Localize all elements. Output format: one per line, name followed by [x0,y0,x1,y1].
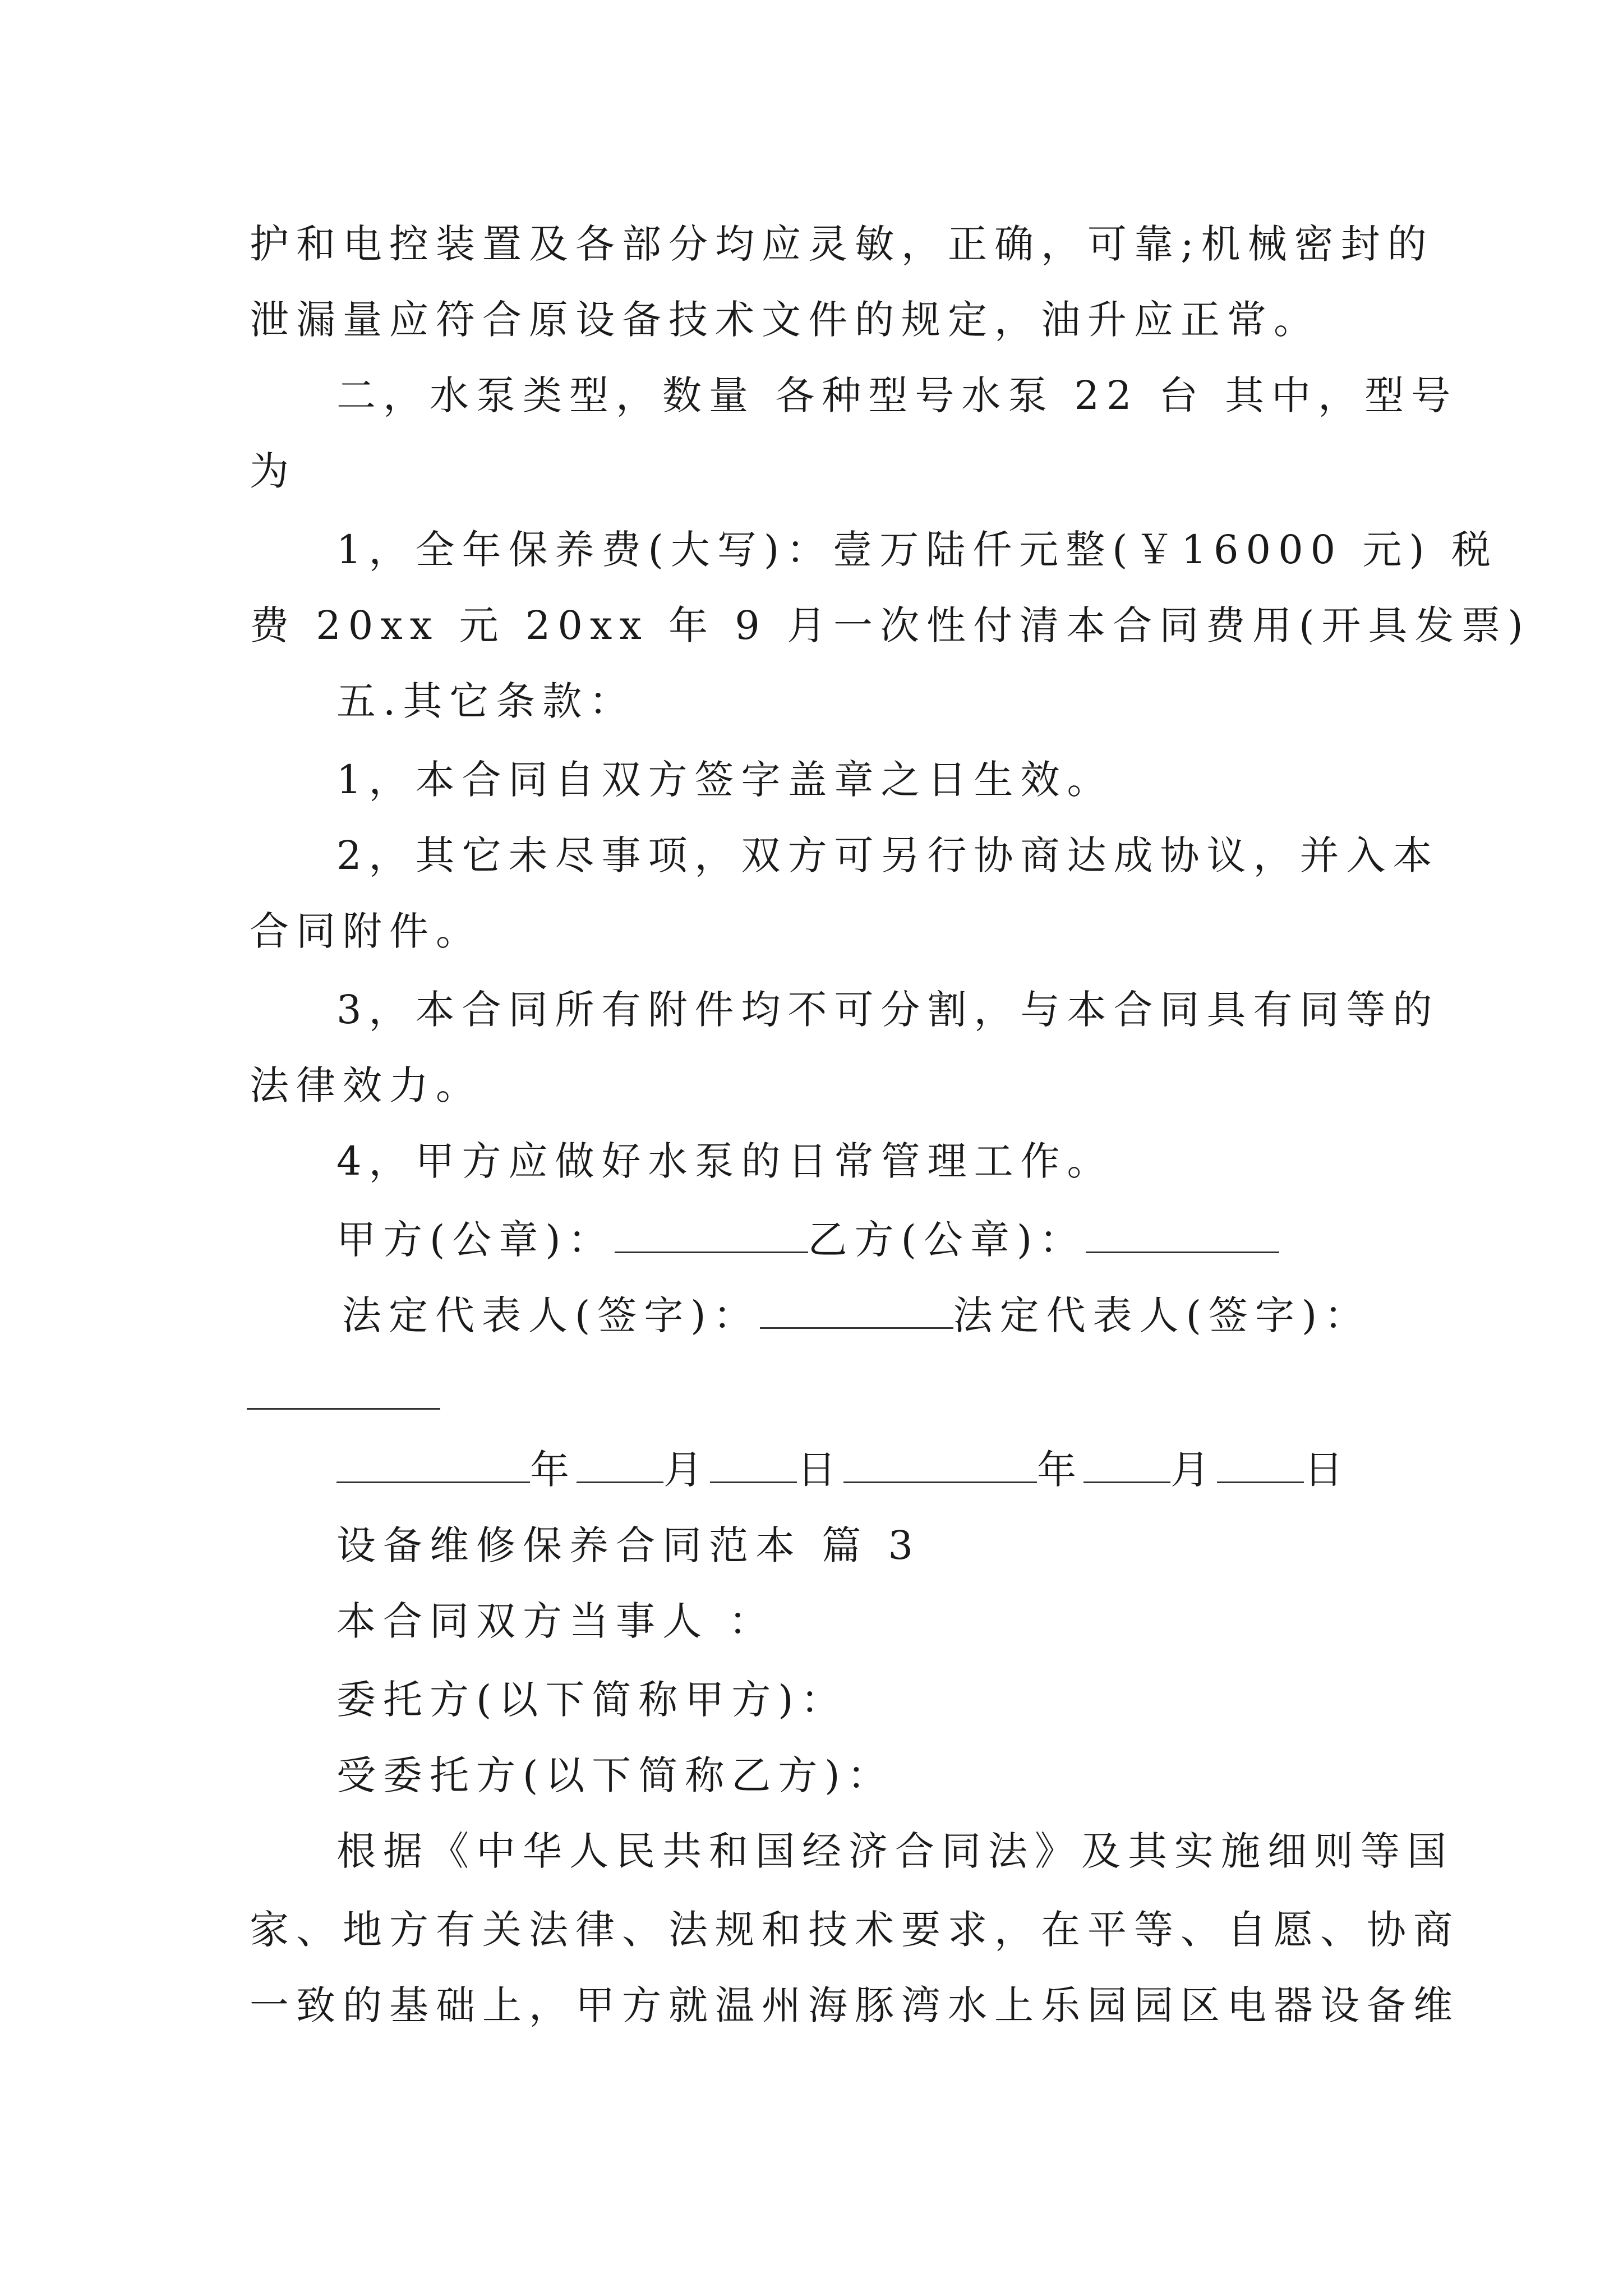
text-line: 根据《中华人民共和国经济合同法》及其实施细则等国 [336,1828,1454,1874]
month-label: 月 [1170,1447,1217,1493]
text-line: 3，本合同所有附件均不可分割，与本合同具有同等的 [336,987,1440,1033]
text-line: 五.其它条款： [336,678,636,724]
text-line: 一致的基础上，甲方就温州海豚湾水上乐园园区电器设备维 [250,1982,1460,2028]
day-label: 日 [1304,1447,1350,1493]
text-line: 1，全年保养费(大写)：壹万陆仟元整(￥16000 元) 税 [336,527,1498,573]
text-line: 费 20xx 元 20xx 年 9 月一次性付清本合同费用(开具发票) [250,602,1530,648]
text-line: 为 [250,448,296,494]
seal-line [336,1206,1394,1273]
contractor-line: 受委托方(以下简称乙方)： [336,1752,894,1798]
year-label: 年 [530,1447,577,1493]
year-blank [336,1442,530,1483]
legal-rep-a-blank [760,1288,953,1329]
text-line: 2，其它未尽事项，双方可另行协商达成协议，并入本 [336,832,1440,878]
legal-rep-b-blank [247,1408,440,1410]
parties-line: 本合同双方当事人 ： [336,1598,776,1644]
day-blank [710,1442,797,1483]
party-b-seal-label: 乙方(公章)： [808,1217,1086,1263]
text-line: 4，甲方应做好水泵的日常管理工作。 [336,1138,1114,1184]
month-blank [1083,1442,1170,1483]
legal-rep-line [342,1282,1399,1349]
legal-rep-b-label: 法定代表人(签字)： [953,1292,1371,1338]
text-line: 家、地方有关法律、法规和技术要求，在平等、自愿、协商 [250,1907,1460,1953]
section-title: 设备维修保养合同范本 篇 3 [336,1522,921,1568]
date-line [336,1436,1394,1503]
text-line: 泄漏量应符合原设备技术文件的规定，油升应正常。 [250,297,1320,343]
text-line: 护和电控装置及各部分均应灵敏，正确，可靠;机械密封的 [250,221,1434,267]
year-label: 年 [1037,1447,1083,1493]
party-a-seal-blank [615,1212,808,1253]
day-label: 日 [797,1447,843,1493]
legal-rep-a-label: 法定代表人(签字)： [342,1292,760,1338]
text-line: 合同附件。 [250,908,482,954]
client-line: 委托方(以下简称甲方)： [336,1677,847,1723]
year-blank [843,1442,1037,1483]
month-blank [577,1442,663,1483]
day-blank [1217,1442,1304,1483]
party-b-seal-blank [1086,1212,1279,1253]
text-line: 法律效力。 [250,1062,482,1108]
party-a-seal-label: 甲方(公章)： [336,1217,615,1263]
text-line: 1，本合同自双方签字盖章之日生效。 [336,757,1114,803]
month-label: 月 [663,1447,710,1493]
text-line: 二，水泵类型，数量 各种型号水泵 22 台 其中，型号 [336,372,1458,418]
